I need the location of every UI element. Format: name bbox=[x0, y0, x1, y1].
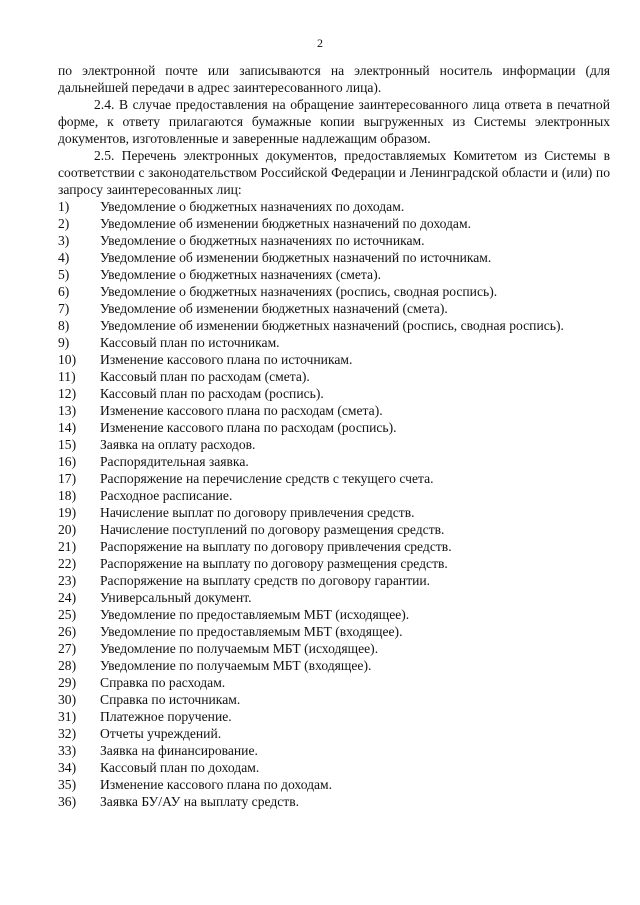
list-item-number: 36) bbox=[58, 794, 77, 809]
list-item-number: 16) bbox=[58, 454, 77, 469]
list-item-text: Кассовый план по источникам. bbox=[100, 335, 280, 350]
list-item bbox=[58, 606, 610, 623]
list-item-text: Уведомление по получаемым МБТ (исходящее). bbox=[100, 641, 379, 656]
list-item bbox=[58, 385, 610, 402]
list-item-text: Уведомление об изменении бюджетных назначений по источникам. bbox=[100, 250, 492, 265]
list-item bbox=[58, 589, 610, 606]
list-item-text: Уведомление по получаемым МБТ (входящее). bbox=[100, 658, 372, 673]
list-item-text: Кассовый план по расходам (роспись). bbox=[100, 386, 324, 401]
list-item-text: Платежное поручение. bbox=[100, 709, 232, 724]
list-item-number: 11) bbox=[58, 369, 76, 384]
list-item bbox=[58, 623, 610, 640]
list-item-number: 25) bbox=[58, 607, 77, 622]
list-item bbox=[58, 555, 610, 572]
list-item-text: Уведомление об изменении бюджетных назначений (роспись, сводная роспись). bbox=[100, 318, 564, 333]
list-item-number: 24) bbox=[58, 590, 77, 605]
list-item bbox=[58, 249, 610, 266]
list-item-number: 8) bbox=[58, 318, 70, 333]
list-item-number: 23) bbox=[58, 573, 77, 588]
list-item bbox=[58, 504, 610, 521]
list-item-text: Уведомление об изменении бюджетных назначений по доходам. bbox=[100, 216, 471, 231]
list-item bbox=[58, 742, 610, 759]
list-item-number: 10) bbox=[58, 352, 77, 367]
list-item-number: 32) bbox=[58, 726, 77, 741]
list-item bbox=[58, 436, 610, 453]
list-item-number: 34) bbox=[58, 760, 77, 775]
list-item bbox=[58, 674, 610, 691]
list-item bbox=[58, 232, 610, 249]
list-item-number: 22) bbox=[58, 556, 77, 571]
list-item-text: Изменение кассового плана по доходам. bbox=[100, 777, 333, 792]
list-item-text: Начисление поступлений по договору размещения средств. bbox=[100, 522, 445, 537]
list-item-text: Распоряжение на выплату средств по договору гарантии. bbox=[100, 573, 431, 588]
list-item-number: 31) bbox=[58, 709, 77, 724]
list-item bbox=[58, 283, 610, 300]
list-item-text: Уведомление по предоставляемым МБТ (входящее). bbox=[100, 624, 403, 639]
list-item-text: Заявка на финансирование. bbox=[100, 743, 258, 758]
list-item bbox=[58, 521, 610, 538]
list-item bbox=[58, 691, 610, 708]
list-item-text: Уведомление по предоставляемым МБТ (исходящее). bbox=[100, 607, 410, 622]
list-item bbox=[58, 640, 610, 657]
list-item bbox=[58, 368, 610, 385]
list-item-text: Изменение кассового плана по источникам. bbox=[100, 352, 353, 367]
list-item-number: 18) bbox=[58, 488, 77, 503]
list-item-text: Распоряжение на перечисление средств с текущего счета. bbox=[100, 471, 434, 486]
list-item-text: Заявка БУ/АУ на выплату средств. bbox=[100, 794, 300, 809]
list-item-number: 33) bbox=[58, 743, 77, 758]
documents-list bbox=[58, 198, 610, 810]
list-item-text: Распоряжение на выплату по договору размещения средств. bbox=[100, 556, 448, 571]
list-item bbox=[58, 657, 610, 674]
page-number: 2 bbox=[317, 36, 323, 50]
list-item bbox=[58, 776, 610, 793]
list-item-number: 5) bbox=[58, 267, 70, 282]
paragraph: по электронной почте или записываются на электронный носитель информации (для дальнейшей передачи в адрес заинтересованного лица). bbox=[58, 63, 610, 95]
list-item-number: 14) bbox=[58, 420, 77, 435]
list-item-text: Универсальный документ. bbox=[100, 590, 252, 605]
list-item-number: 12) bbox=[58, 386, 77, 401]
list-item bbox=[58, 419, 610, 436]
list-item-number: 9) bbox=[58, 335, 70, 350]
list-item-text: Уведомление о бюджетных назначениях по доходам. bbox=[100, 199, 405, 214]
list-item bbox=[58, 538, 610, 555]
list-item-number: 30) bbox=[58, 692, 77, 707]
list-item-text: Распорядительная заявка. bbox=[100, 454, 249, 469]
list-item-text: Распоряжение на выплату по договору привлечения средств. bbox=[100, 539, 452, 554]
list-item-text: Кассовый план по доходам. bbox=[100, 760, 260, 775]
document-body bbox=[58, 62, 610, 810]
list-item bbox=[58, 351, 610, 368]
list-item bbox=[58, 334, 610, 351]
list-item-number: 6) bbox=[58, 284, 70, 299]
list-item bbox=[58, 300, 610, 317]
list-item-number: 20) bbox=[58, 522, 77, 537]
list-item-text: Уведомление об изменении бюджетных назначений (смета). bbox=[100, 301, 448, 316]
list-item-number: 26) bbox=[58, 624, 77, 639]
list-item bbox=[58, 402, 610, 419]
paragraph: 2.5. Перечень электронных документов, предоставляемых Комитетом из Системы в соответствии с законодательством Российской Федерации и Ленинградской области и (или) по запросу заинтересованных лиц: bbox=[58, 148, 610, 197]
list-item-text: Начисление выплат по договору привлечения средств. bbox=[100, 505, 415, 520]
list-item-number: 2) bbox=[58, 216, 70, 231]
list-item-number: 17) bbox=[58, 471, 77, 486]
list-item-number: 1) bbox=[58, 199, 70, 214]
paragraphs bbox=[58, 62, 610, 198]
list-item bbox=[58, 759, 610, 776]
list-item-number: 28) bbox=[58, 658, 77, 673]
list-item-text: Кассовый план по расходам (смета). bbox=[100, 369, 310, 384]
list-item-text: Уведомление о бюджетных назначениях (роспись, сводная роспись). bbox=[100, 284, 498, 299]
list-item-text: Изменение кассового плана по расходам (роспись). bbox=[100, 420, 397, 435]
list-item-number: 19) bbox=[58, 505, 77, 520]
list-item-number: 29) bbox=[58, 675, 77, 690]
list-item bbox=[58, 572, 610, 589]
list-item bbox=[58, 725, 610, 742]
list-item bbox=[58, 215, 610, 232]
list-item-number: 13) bbox=[58, 403, 77, 418]
list-item-text: Уведомление о бюджетных назначениях по источникам. bbox=[100, 233, 425, 248]
list-item-number: 27) bbox=[58, 641, 77, 656]
list-item-number: 7) bbox=[58, 301, 70, 316]
list-item bbox=[58, 793, 610, 810]
list-item-number: 3) bbox=[58, 233, 70, 248]
list-item bbox=[58, 470, 610, 487]
list-item bbox=[58, 317, 610, 334]
list-item bbox=[58, 198, 610, 215]
list-item-number: 4) bbox=[58, 250, 70, 265]
list-item bbox=[58, 453, 610, 470]
list-item bbox=[58, 266, 610, 283]
list-item-text: Изменение кассового плана по расходам (смета). bbox=[100, 403, 383, 418]
list-item-text: Справка по расходам. bbox=[100, 675, 226, 690]
list-item bbox=[58, 487, 610, 504]
list-item-text: Расходное расписание. bbox=[100, 488, 233, 503]
list-item-text: Уведомление о бюджетных назначениях (смета). bbox=[100, 267, 381, 282]
list-item-number: 35) bbox=[58, 777, 77, 792]
paragraph: 2.4. В случае предоставления на обращение заинтересованного лица ответа в печатной форме, к ответу прилагаются бумажные копии выгруженных из Системы электронных документов, изготовленные и заверенные надлежащим образом. bbox=[58, 97, 610, 146]
list-item bbox=[58, 708, 610, 725]
list-item-text: Заявка на оплату расходов. bbox=[100, 437, 256, 452]
list-item-text: Отчеты учреждений. bbox=[100, 726, 222, 741]
list-item-text: Справка по источникам. bbox=[100, 692, 241, 707]
list-item-number: 21) bbox=[58, 539, 77, 554]
list-item-number: 15) bbox=[58, 437, 77, 452]
